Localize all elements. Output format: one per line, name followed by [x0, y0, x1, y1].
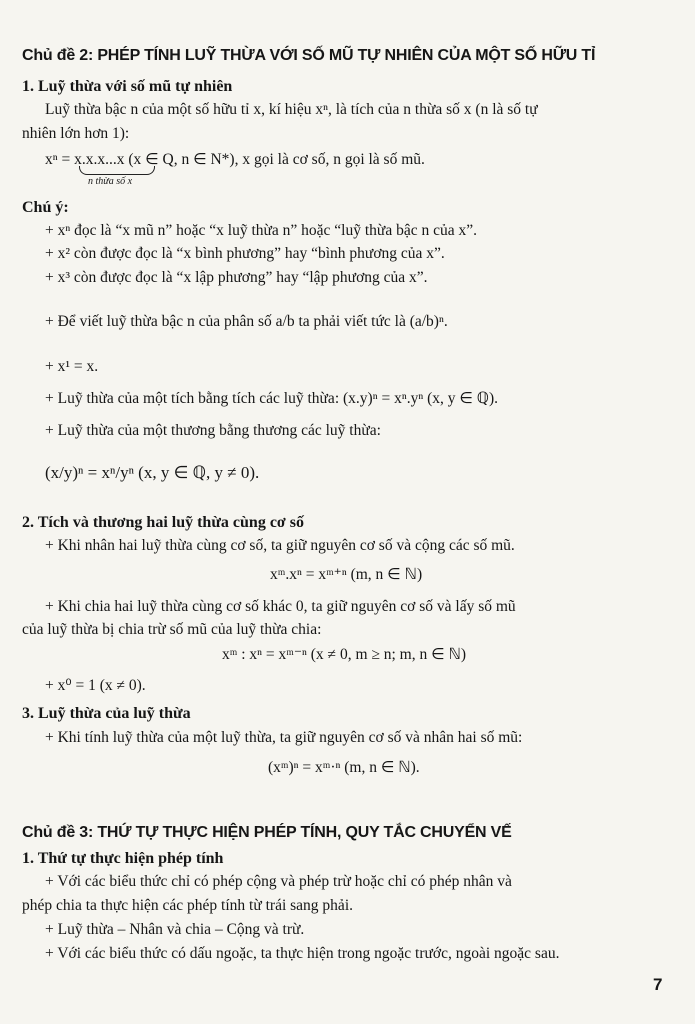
product-formula: xᵐ.xⁿ = xᵐ⁺ⁿ (m, n ∈ ℕ) [270, 566, 423, 583]
zero-power-formula: + x⁰ = 1 (x ≠ 0). [45, 677, 146, 694]
note-heading: Chú ý: [22, 199, 69, 216]
note-item: + x² còn được đọc là “x bình phương” hay “bình phương của x”. [45, 245, 445, 262]
quotient-power-formula: (x/y)ⁿ = xⁿ/yⁿ (x, y ∈ ℚ, y ≠ 0). [45, 463, 260, 482]
underbrace [79, 166, 155, 175]
definition-line-2: nhiên lớn hơn 1): [22, 125, 130, 142]
note-item-fraction: + Để viết luỹ thừa bậc n của phân số a/b ta phải viết tức là (a/b)ⁿ. [45, 313, 448, 330]
section-heading: 2. Tích và thương hai luỹ thừa cùng cơ số [22, 514, 305, 531]
rule-text: + Khi nhân hai luỹ thừa cùng cơ số, ta giữ nguyên cơ số và cộng các số mũ. [45, 537, 515, 554]
rule-text: + Luỹ thừa – Nhân và chia – Cộng và trừ. [45, 921, 305, 938]
power-of-power-formula: (xᵐ)ⁿ = xᵐ·ⁿ (m, n ∈ ℕ). [268, 759, 420, 776]
note-item: + x³ còn được đọc là “x lập phương” hay “lập phương của x”. [45, 269, 428, 286]
definition-line-1: Luỹ thừa bậc n của một số hữu tỉ x, kí hiệu xⁿ, là tích của n thừa số x (n là số tự [45, 101, 538, 118]
note-item: + xⁿ đọc là “x mũ n” hoặc “x luỹ thừa n” hoặc “luỹ thừa bậc n của x”. [45, 222, 477, 239]
note-item: + Luỹ thừa của một tích bằng tích các luỹ thừa: (x.y)ⁿ = xⁿ.yⁿ (x, y ∈ ℚ). [45, 390, 498, 407]
topic2-title: Chủ đề 2: PHÉP TÍNH LUỸ THỪA VỚI SỐ MŨ TỰ NHIÊN CỦA MỘT SỐ HỮU TỈ [22, 47, 596, 64]
rule-text: + Với các biểu thức có dấu ngoặc, ta thực hiện trong ngoặc trước, ngoài ngoặc sau. [45, 945, 560, 962]
section-heading: 3. Luỹ thừa của luỹ thừa [22, 705, 191, 722]
topic3-title: Chủ đề 3: THỨ TỰ THỰC HIỆN PHÉP TÍNH, QUY TẮC CHUYỂN VẾ [22, 824, 512, 841]
rule-text: phép chia ta thực hiện các phép tính từ trái sang phải. [22, 897, 353, 914]
page-number: 7 [653, 975, 663, 994]
section-heading: 1. Luỹ thừa với số mũ tự nhiên [22, 78, 233, 95]
note-item: + Luỹ thừa của một thương bằng thương các luỹ thừa: [45, 422, 381, 439]
note-item: + x¹ = x. [45, 358, 99, 375]
rule-text: của luỹ thừa bị chia trừ số mũ của luỹ thừa chia: [22, 621, 322, 638]
rule-text: + Khi chia hai luỹ thừa cùng cơ số khác 0, ta giữ nguyên cơ số và lấy số mũ [45, 598, 516, 615]
rule-text: + Khi tính luỹ thừa của một luỹ thừa, ta giữ nguyên cơ số và nhân hai số mũ: [45, 729, 523, 746]
power-definition-formula: xⁿ = x.x.x...x (x ∈ Q, n ∈ N*), x gọi là cơ số, n gọi là số mũ. [45, 151, 425, 168]
underbrace-label: n thừa số x [88, 176, 133, 187]
rule-text: + Với các biểu thức chỉ có phép cộng và phép trừ hoặc chỉ có phép nhân và [45, 873, 512, 890]
quotient-formula: xᵐ : xⁿ = xᵐ⁻ⁿ (x ≠ 0, m ≥ n; m, n ∈ ℕ) [222, 646, 467, 663]
section-heading: 1. Thứ tự thực hiện phép tính [22, 850, 224, 867]
